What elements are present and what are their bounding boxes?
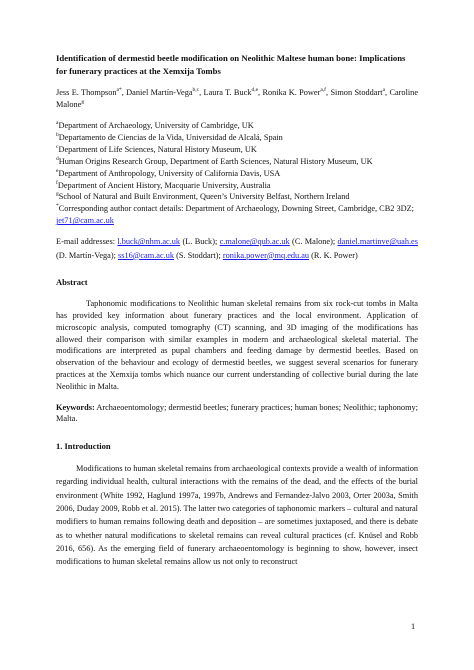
corresponding-author <box>56 203 418 227</box>
affiliation-text: School of Natural and Built Environment, Queen’s University Belfast, Northern Ireland <box>58 192 350 202</box>
introduction-text: Modifications to human skeletal remains from archaeological contexts provide a wealth of information regarding individual health, cultural interactions with the remains of the dead, and the effects of the burial environment (White 1992, Haglund 1997a, 1997b, Andrews and Fernandez-Jalvo 2003, Orter 2003a, Smith 2006, Duday 2009, Robb et al. 2015). The latter two categories of taphonomic markers – cultural and natural modifiers to human remains following death and deposition – are sometimes juxtaposed, and there is debate as to whether natural modifications to skeletal remains can reveal cultural practices (cf. Knüsel and Robb 2016, 656). As the emerging field of funerary archaeoentomology is beginning to show, however, insect modifications to human skeletal remains allow us not only to reconstruct <box>56 464 418 567</box>
author-affil-mark: b,c <box>192 87 200 94</box>
author <box>262 88 330 97</box>
keywords-label: Keywords: <box>56 402 95 412</box>
author-separator: , <box>258 88 263 97</box>
paper-title: Identification of dermestid beetle modification on Neolithic Maltese human bone: Implications for funerary practices at the Xemxija Tombs <box>56 53 406 76</box>
author-affil-mark: g <box>81 99 85 106</box>
email-owner: (R. K. Power) <box>309 250 358 260</box>
affiliation <box>56 168 418 180</box>
affiliation-text: Departamento de Ciencias de la Vida, Universidad de Alcalá, Spain <box>58 132 283 142</box>
email-link[interactable]: daniel.martinve@uah.es <box>337 237 418 247</box>
email-lead: E-mail addresses: <box>56 237 118 247</box>
email-owner: (S. Stoddart); <box>174 250 223 260</box>
author-name: Ronika K. Power <box>262 88 321 97</box>
page-content <box>56 52 418 569</box>
email-link[interactable]: l.buck@nhm.ac.uk <box>117 237 181 247</box>
affiliation-mark: d <box>56 155 59 162</box>
affiliation-text: Corresponding author contact details: Department of Archaeology, Downing Street, Cambridge, CB2 3DZ; <box>58 204 414 214</box>
keywords-text: Archaeoentomology; dermestid beetles; funerary practices; human bones; Neolithic; taphonomy; Malta. <box>56 402 418 424</box>
affiliation <box>56 120 418 132</box>
affiliation-mark: * <box>56 203 59 210</box>
author <box>204 88 263 97</box>
affiliation-text: Department of Ancient History, Macquarie University, Australia <box>57 180 271 190</box>
affiliation <box>56 144 418 156</box>
author-affil-mark: a <box>382 87 386 94</box>
author-separator: , <box>199 88 204 97</box>
author-name: Simon Stoddart <box>330 88 383 97</box>
affiliation <box>56 156 418 168</box>
affiliation-mark: a <box>56 120 59 127</box>
affiliation-mark: g <box>56 191 59 198</box>
affiliation <box>56 191 418 203</box>
affiliation-mark: c <box>56 144 59 151</box>
author-name: Daniel Martín-Vega <box>126 88 193 97</box>
affiliation-mark: e <box>56 167 59 174</box>
author-name: Laura T. Buck <box>203 88 252 97</box>
page-number: 1 <box>411 622 416 631</box>
keywords <box>56 402 418 426</box>
author-separator: , <box>121 88 127 97</box>
author-name: Caroline Malone <box>56 88 419 109</box>
affiliation-text: Human Origins Research Group, Department of Earth Sciences, Natural History Museum, UK <box>58 156 373 166</box>
affiliation <box>56 132 418 144</box>
abstract-heading: Abstract <box>56 277 88 288</box>
author-list <box>56 87 418 111</box>
affiliation-mark: b <box>56 132 59 139</box>
author-separator: , <box>326 88 331 97</box>
introduction-heading: 1. Introduction <box>56 441 111 452</box>
author-affil-mark: a,f <box>320 87 327 94</box>
email-owner: (D. Martín-Vega); <box>56 250 118 260</box>
email-link[interactable]: ss16@cam.ac.uk <box>117 250 175 260</box>
email-link[interactable]: c.malone@qub.ac.uk <box>219 237 290 247</box>
email-owner: (C. Malone); <box>289 237 338 247</box>
affiliation-list <box>56 120 418 227</box>
affiliation-text: Department of Anthropology, University of California Davis, USA <box>58 168 281 178</box>
affiliation-text: Department of Life Sciences, Natural History Museum, UK <box>58 144 257 154</box>
affiliation <box>56 180 418 192</box>
email-addresses <box>56 235 418 262</box>
corresponding-email-link[interactable]: jet71@cam.ac.uk <box>56 216 114 226</box>
author-separator: , <box>385 88 390 97</box>
email-link[interactable]: ronika.power@mq.edu.au <box>222 250 310 260</box>
author <box>56 88 126 97</box>
abstract-text: Taphonomic modifications to Neolithic human skeletal remains from six rock-cut tombs in Malta has provided key information about funerary practices and the local environment. Application of microscopic analysis, computed tomography (CT) scanning, and 3D imaging of the modifications has allowed their comparison with similar examples in modern and archaeological skeletal material. The modifications are interpreted as pupal chambers and feeding damage by dermestid beetles. Based on observation of the behaviour and ecology of dermestid beetles, we suggest several scenarios for funerary practices at the Xemxija tombs which nuance our current understanding of collective burial during the late Neolithic in Malta. <box>56 299 418 391</box>
author <box>126 88 203 97</box>
affiliation-mark: f <box>56 179 58 186</box>
author <box>330 88 389 97</box>
author-affil-mark: a* <box>116 87 122 94</box>
author-name: Jess E. Thompson <box>56 88 117 97</box>
affiliation-text: Department of Archaeology, University of Cambridge, UK <box>58 121 254 130</box>
author-affil-mark: d,e <box>251 87 259 94</box>
email-owner: (L. Buck); <box>180 237 220 247</box>
